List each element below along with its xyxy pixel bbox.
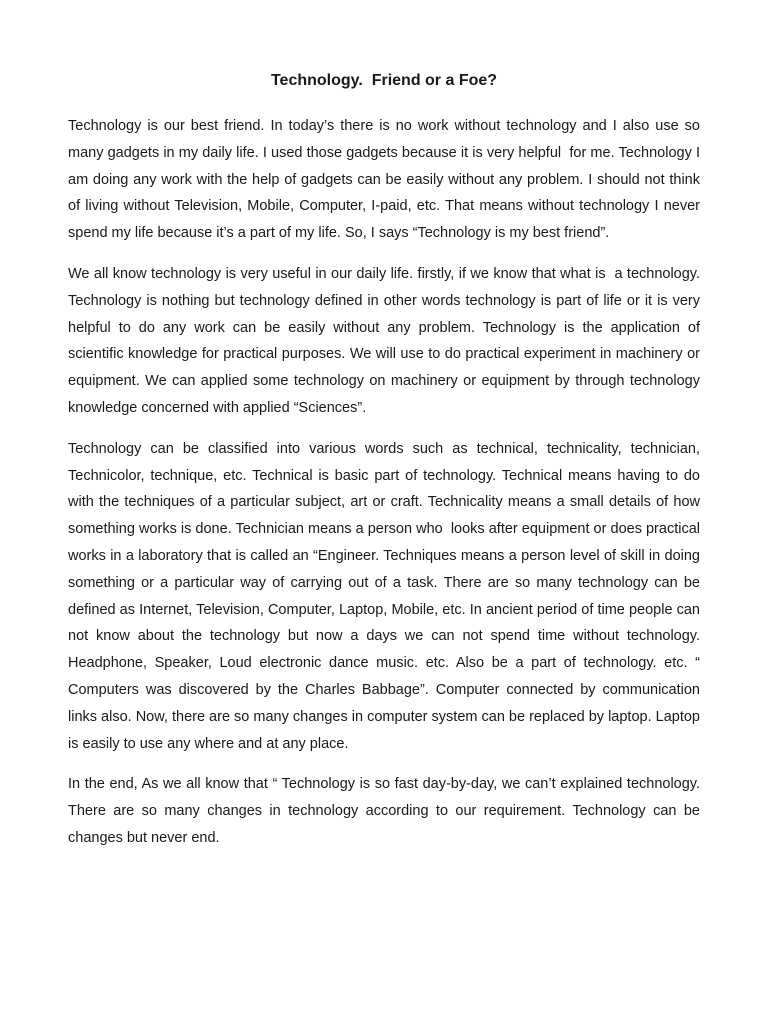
paragraph-2: We all know technology is very useful in our daily life. firstly, if we know that what is a technology. Technology is nothing but technology defined in other words technology is part of life or it is very helpful to do any work can be easily without any problem. Technology is the application of scientific knowledge for practical purposes. We will use to do practical experiment in machinery or equipment. We can applied some technology on machinery or equipment by through technology knowledge concerned with applied “Sciences”. xyxy=(68,265,705,416)
paragraph-4: In the end, As we all know that “ Technology is so fast day-by-day, we can’t explained technology. There are so many changes in technology according to our requirement. Technology can be changes but never end. xyxy=(68,776,705,846)
document-title: Technology. Friend or a Foe? xyxy=(270,72,498,89)
paragraph-1: Technology is our best friend. In today’s there is no work without technology and I also use so many gadgets in my daily life. I used those gadgets because it is very helpful for me. Technology I am doing any work with the help of gadgets can be easily without any problem. I should not think of living without Television, Mobile, Computer, I-paid, etc. That means without technology I never spend my life because it’s a part of my life. So, I says “Technology is my best friend”. xyxy=(68,118,705,242)
paragraph-3: Technology can be classified into various words such as technical, technicality, technician, Technicolor, technique, etc. Technical is basic part of technology. Technical means having to do with the techniques of a particular subject, art or craft. Technicality means a small details of how something works is done. Technician means a person who looks after equipment or does practical works in a laboratory that is called an “Engineer. Techniques means a person level of skill in doing something or a particular way of carrying out of a task. There are so many technology can be defined as Internet, Television, Computer, Laptop, Mobile, etc. In ancient period of time people can not know about the technology but now a days we can not spend time without technology. Headphone, Speaker, Loud electronic dance music. etc. Also be a part of technology. etc. “ Computers was discovered by the Charles Babbage”. Computer connected by communication links also. Now, there are so many changes in computer system can be replaced by laptop. Laptop is easily to use any where and at any place. xyxy=(68,440,705,752)
document-body xyxy=(68,113,705,866)
